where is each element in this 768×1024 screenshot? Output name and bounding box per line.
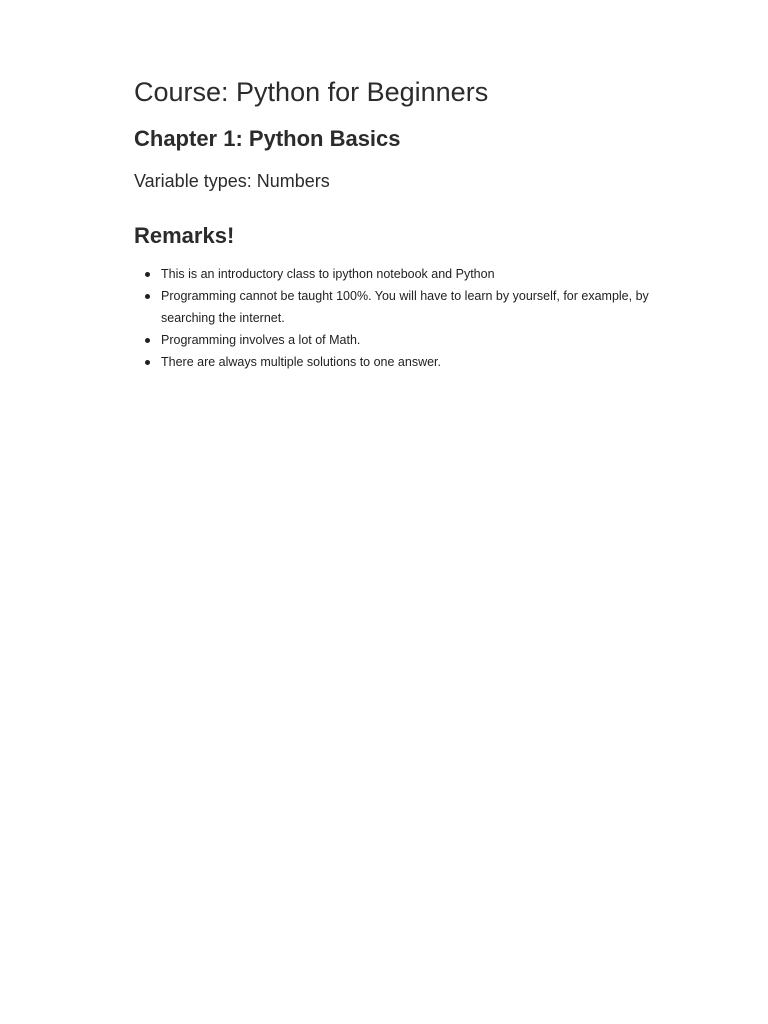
remarks-heading: Remarks! [134,223,235,248]
document-content [134,74,694,373]
bullet-icon [145,272,150,277]
remarks-list [134,263,694,373]
list-item-text: Programming cannot be taught 100%. You will have to learn by yourself, for example, by searching the internet. [161,289,649,325]
list-item-text: This is an introductory class to ipython notebook and Python [161,267,495,281]
bullet-icon [145,338,150,343]
chapter-heading: Chapter 1: Python Basics [134,126,401,151]
list-item-text: There are always multiple solutions to one answer. [161,355,442,369]
course-title: Course: Python for Beginners [134,77,489,107]
list-item [134,351,694,373]
section-heading: Variable types: Numbers [134,171,330,191]
list-item [134,329,694,351]
bullet-icon [145,294,150,299]
list-item [134,285,694,329]
bullet-icon [145,360,150,365]
list-item [134,263,694,285]
list-item-text: Programming involves a lot of Math. [161,333,361,347]
